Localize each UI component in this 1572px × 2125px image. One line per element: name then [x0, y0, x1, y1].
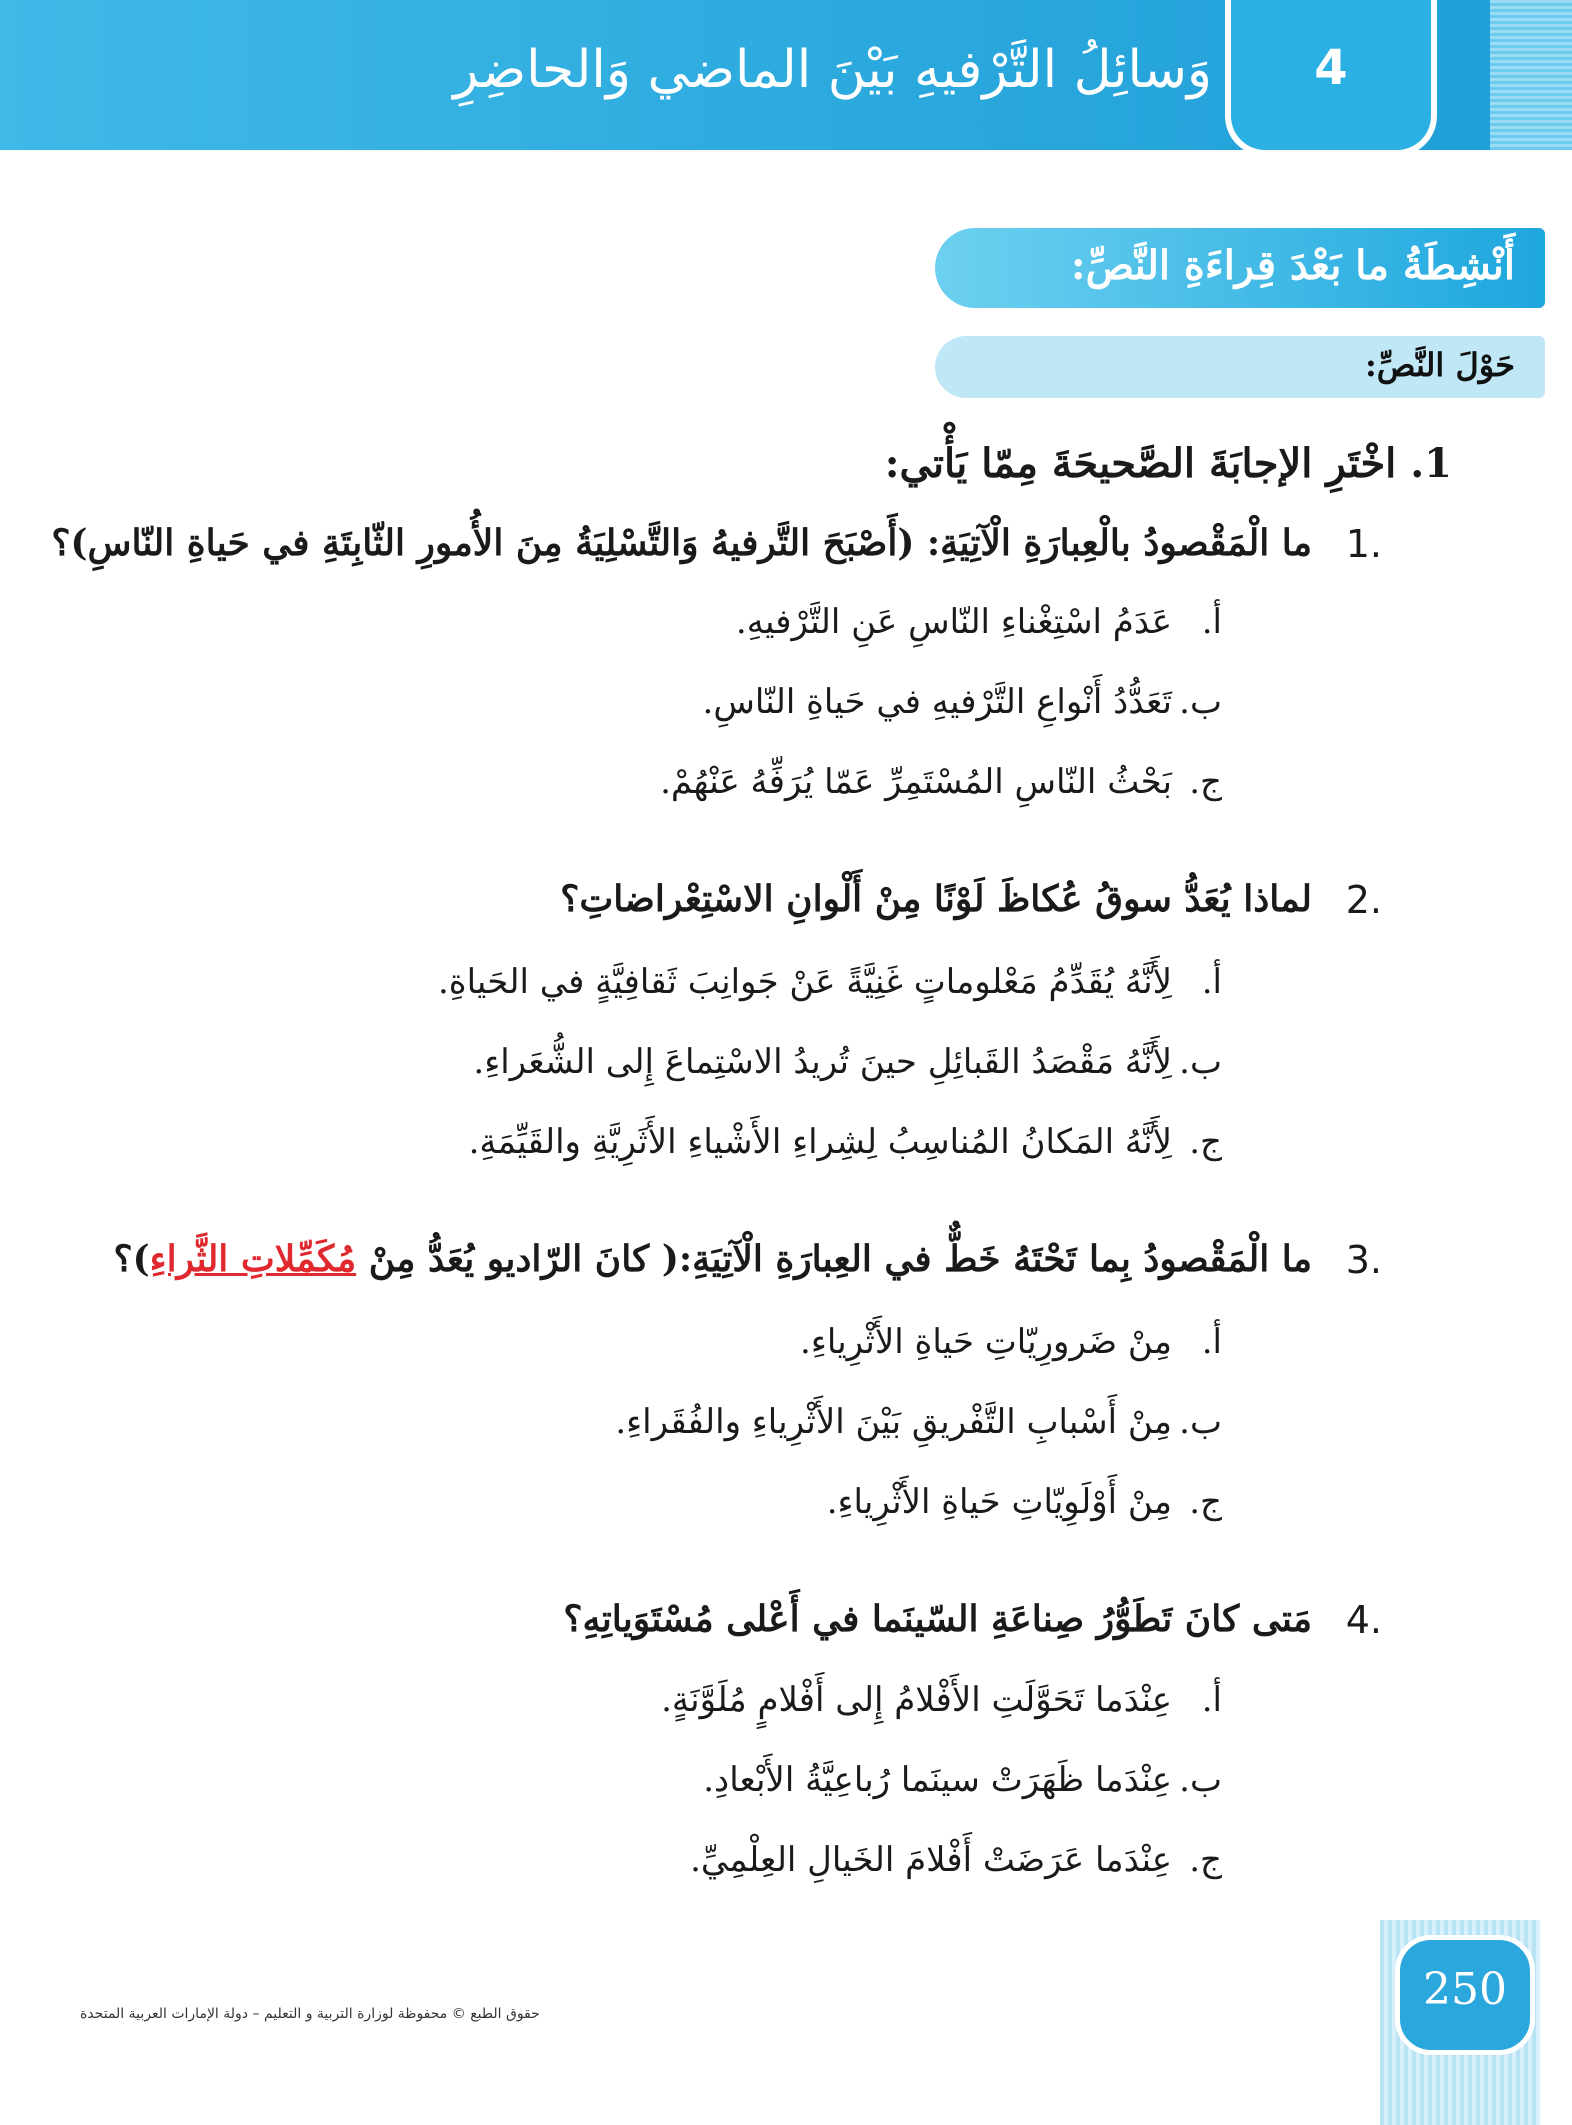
question-text: ما الْمَقْصودُ بالْعِبارَةِ الْآتِيَةِ: (أَصْبَحَ التَّرفيهُ وَالتَّسْلِيَةُ مِنَ الأُمورِ الثّابِتَةِ في حَياةِ النّاسِ)؟ — [51, 522, 1312, 564]
page-badge — [1395, 1935, 1535, 2055]
option-letter: أ. — [1201, 1322, 1222, 1362]
option-c[interactable] — [469, 1122, 1222, 1162]
option-letter: ج. — [1189, 1122, 1222, 1162]
activity-title: أَنْشِطَةُ ما بَعْدَ قِراءَةِ النَّصِّ: — [1070, 242, 1515, 289]
activity-header — [935, 228, 1545, 308]
option-c[interactable] — [660, 762, 1222, 802]
lesson-title: وَسائِلُ التَّرْفيهِ بَيْنَ الماضي وَالحاضِرِ — [453, 40, 1212, 100]
question-number: 4. — [1345, 1598, 1382, 1642]
question-text-end: )؟ — [113, 1238, 150, 1280]
option-letter: أ. — [1201, 1680, 1222, 1720]
chapter-number: 4 — [1314, 40, 1348, 96]
question-number: 1. — [1345, 522, 1382, 566]
option-letter: ج. — [1189, 1482, 1222, 1522]
option-c[interactable] — [690, 1840, 1222, 1880]
option-letter: ب. — [1179, 682, 1222, 722]
option-text: بَحْثُ النّاسِ المُسْتَمِرِّ عَمّا يُرَفِّهُ عَنْهُمْ. — [660, 762, 1172, 802]
option-text: عِنْدَما تَحَوَّلَتِ الأَفْلامُ إِلى أَفْلامٍ مُلَوَّنَةٍ. — [661, 1680, 1172, 1720]
option-a[interactable] — [800, 1322, 1222, 1362]
option-text: لِأَنَّهُ مَقْصَدُ القَبائِلِ حينَ تُريدُ الاسْتِماعَ إِلى الشُّعَراءِ. — [473, 1042, 1172, 1082]
option-letter: ج. — [1189, 1840, 1222, 1880]
top-banner — [0, 0, 1572, 150]
question-number: 2. — [1345, 878, 1382, 922]
option-text: تَعَدُّدُ أَنْواعِ التَّرْفيهِ في حَياةِ النّاسِ. — [702, 682, 1172, 722]
option-letter: أ. — [1201, 602, 1222, 642]
option-letter: ب. — [1179, 1042, 1222, 1082]
question-text — [114, 1238, 1312, 1280]
question-text: لماذا يُعَدُّ سوقُ عُكاظَ لَوْنًا مِنْ أَلْوانِ الاسْتِعْراضاتِ؟ — [560, 878, 1312, 920]
option-text: مِنْ أَسْبابِ التَّفْريقِ بَيْنَ الأَثْرِياءِ والفُقَراءِ. — [615, 1402, 1172, 1442]
option-text: مِنْ أَوْلَوِيّاتِ حَياةِ الأَثْرِياءِ. — [826, 1482, 1172, 1522]
option-text: عِنْدَما ظَهَرَتْ سينَما رُباعِيَّةُ الأَبْعادِ. — [703, 1760, 1172, 1800]
section-band — [935, 336, 1545, 398]
page-number: 250 — [1423, 1964, 1507, 2015]
section-label: حَوْلَ النَّصِّ: — [1364, 346, 1515, 384]
option-text: لِأَنَّهُ يُقَدِّمُ مَعْلوماتٍ غَنِيَّةً عَنْ جَوانِبَ ثَقافِيَّةٍ في الحَياةِ. — [437, 962, 1172, 1002]
option-text: لِأَنَّهُ المَكانُ المُناسِبُ لِشِراءِ الأَشْياءِ الأَثَرِيَّةِ والقَيِّمَةِ. — [468, 1122, 1172, 1162]
decorative-strip — [1490, 0, 1572, 150]
option-letter: ج. — [1189, 762, 1222, 802]
question-number: 3. — [1345, 1238, 1382, 1282]
underlined-phrase: مُكَمِّلاتِ الثَّراءِ — [149, 1238, 357, 1280]
option-text: عِنْدَما عَرَضَتْ أَفْلامَ الخَيالِ العِلْمِيِّ. — [690, 1840, 1172, 1880]
option-a[interactable] — [661, 1680, 1222, 1720]
option-text: مِنْ ضَرورِيّاتِ حَياةِ الأَثْرِياءِ. — [800, 1322, 1172, 1362]
option-b[interactable] — [615, 1402, 1222, 1442]
option-letter: ب. — [1179, 1402, 1222, 1442]
option-letter: أ. — [1201, 962, 1222, 1002]
option-c[interactable] — [827, 1482, 1222, 1522]
question-text: مَتى كانَ تَطَوُّرُ صِناعَةِ السّينَما في أَعْلى مُسْتَوَياتِهِ؟ — [563, 1598, 1312, 1640]
chapter-tab — [1225, 0, 1437, 156]
option-b[interactable] — [703, 1760, 1222, 1800]
copyright-notice: حقوق الطبع © محفوظة لوزارة التربية و التعليم – دولة الإمارات العربية المتحدة — [80, 2006, 540, 2022]
option-letter: ب. — [1179, 1760, 1222, 1800]
option-a[interactable] — [736, 602, 1222, 642]
option-b[interactable] — [703, 682, 1222, 722]
option-a[interactable] — [438, 962, 1222, 1002]
question-text-start: ما الْمَقْصودُ بِما تَحْتَهُ خَطٌّ في العِبارَةِ الْآتِيَةِ:( كانَ الرّاديو يُعَدُّ مِنْ — [356, 1238, 1312, 1280]
option-b[interactable] — [473, 1042, 1222, 1082]
option-text: عَدَمُ اسْتِغْناءِ النّاسِ عَنِ التَّرْفيهِ. — [735, 602, 1172, 642]
exercise-instruction: 1. اخْتَرِ الإجابَةَ الصَّحيحَةَ مِمّا يَأْتي: — [884, 440, 1452, 487]
